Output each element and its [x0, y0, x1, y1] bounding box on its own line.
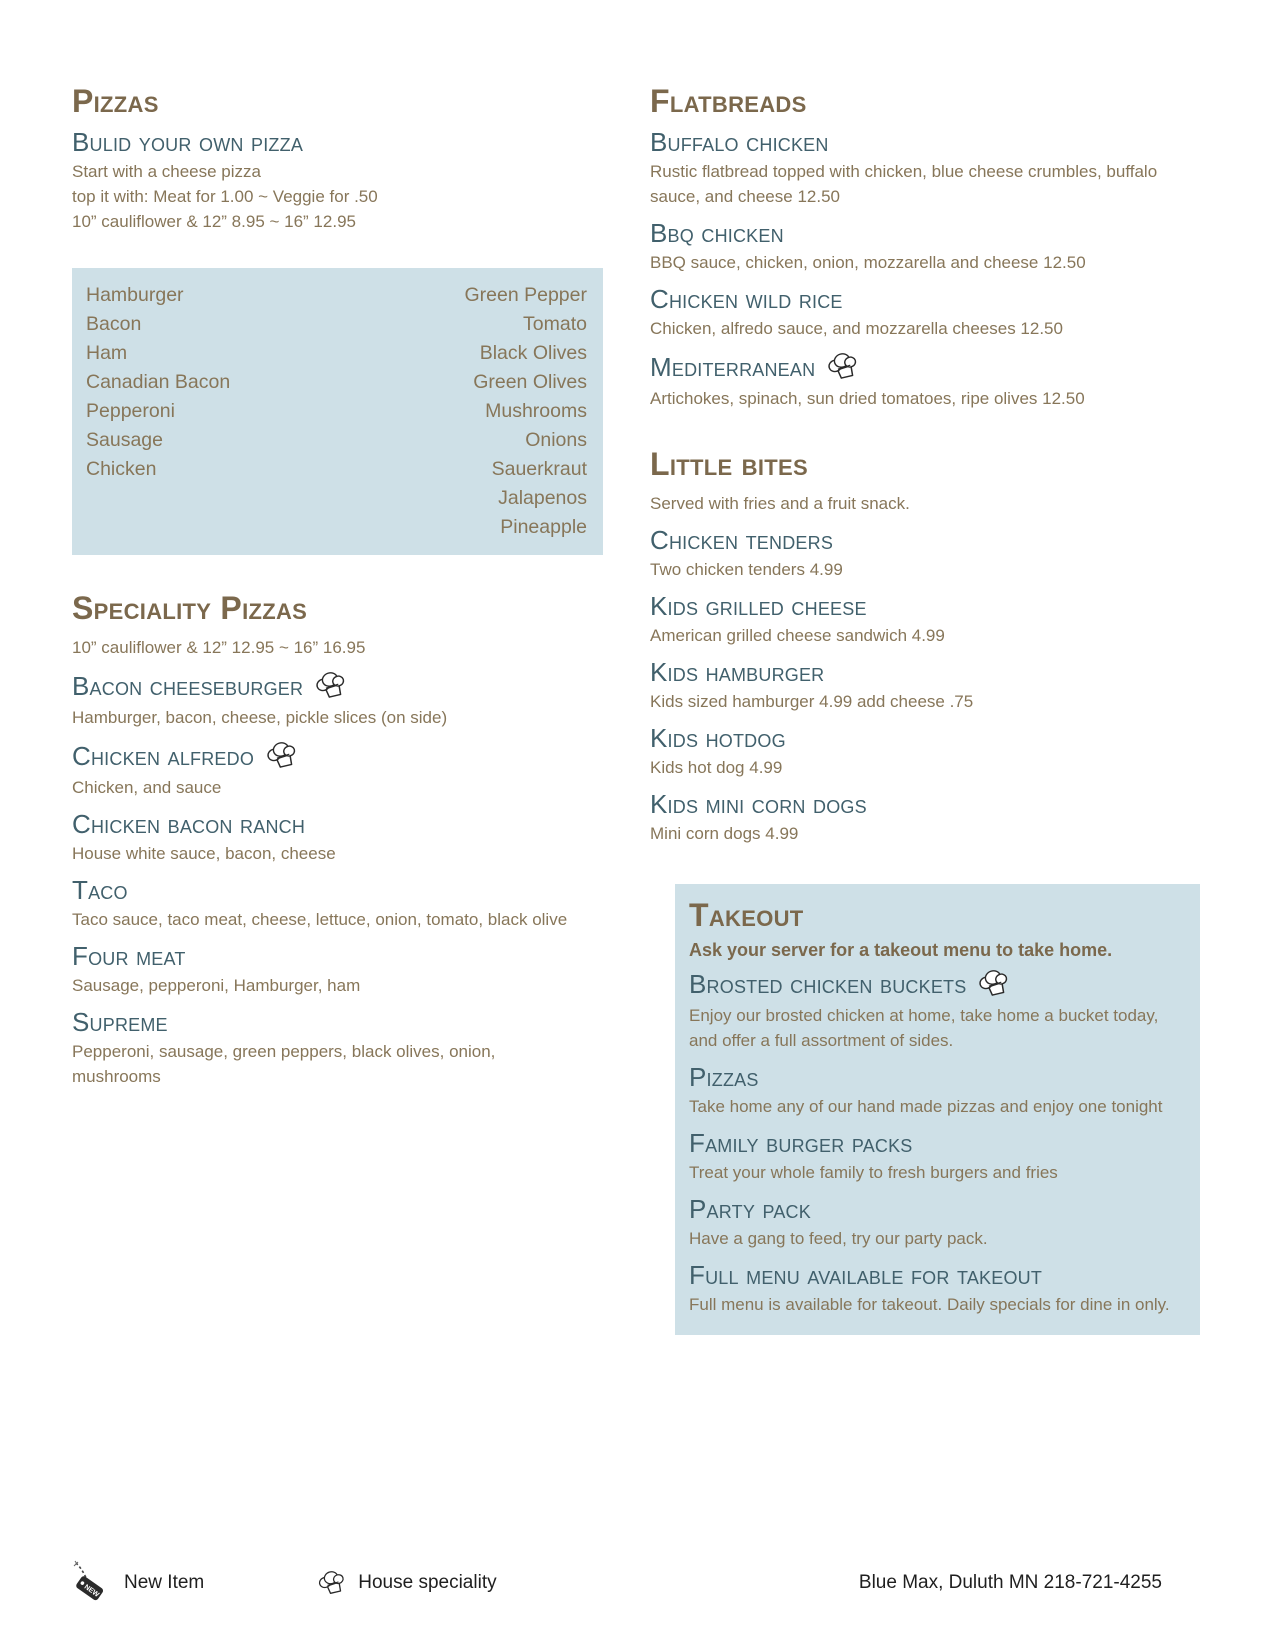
item-name: Full menu available for takeout [689, 1260, 1043, 1290]
item-desc: Kids sized hamburger 4.99 add cheese .75 [650, 692, 974, 711]
item-name: Pizzas [689, 1062, 759, 1092]
item-title [689, 968, 1180, 1000]
item-desc: Full menu is available for takeout. Daily specials for dine in only. [689, 1295, 1170, 1314]
chef-hat-icon [976, 968, 1012, 1000]
chef-hat-icon [264, 740, 300, 772]
section-title-flatbreads: Flatbreads [650, 83, 807, 119]
section-title-little-bites: Little bites [650, 446, 808, 482]
chef-hat-icon [825, 351, 861, 383]
item-title [650, 592, 1202, 620]
toppings-column-veggies [337, 281, 588, 545]
chef-hat-icon [313, 670, 349, 702]
item-title [72, 670, 603, 702]
item-name: Mediterranean [650, 352, 816, 382]
item-title [72, 876, 603, 904]
item-name: Kids mini corn dogs [650, 789, 867, 819]
item-name: Chicken alfredo [72, 741, 255, 771]
item-desc: Enjoy our brosted chicken at home, take home a bucket today, and offer a full assortment of sides. [689, 1006, 1159, 1050]
item-desc: Treat your whole family to fresh burgers and fries [689, 1163, 1058, 1182]
item-title [72, 1008, 603, 1036]
item-desc: Taco sauce, taco meat, cheese, lettuce, onion, tomato, black olive [72, 910, 568, 929]
item-desc: Take home any of our hand made pizzas and enjoy one tonight [689, 1097, 1163, 1116]
item-title [689, 1261, 1180, 1289]
topping-item: Hamburger [86, 284, 184, 306]
item-name: Chicken bacon ranch [72, 809, 306, 839]
build-your-own-line: 10” cauliflower & 12” 8.95 ~ 16” 12.95 [72, 212, 356, 231]
item-desc: House white sauce, bacon, cheese [72, 844, 336, 863]
topping-item: Tomato [523, 313, 587, 335]
item-desc: American grilled cheese sandwich 4.99 [650, 626, 945, 645]
item-title [650, 790, 1202, 818]
item-desc: Chicken, and sauce [72, 778, 222, 797]
item-desc: Two chicken tenders 4.99 [650, 560, 843, 579]
takeout-note: Ask your server for a takeout menu to take home. [689, 940, 1113, 960]
item-title [72, 942, 603, 970]
item-title [72, 810, 603, 838]
topping-item: Green Pepper [464, 284, 587, 306]
item-title [689, 1063, 1180, 1091]
item-name: Brosted chicken buckets [689, 969, 967, 999]
chef-hat-icon [316, 1569, 348, 1598]
topping-item: Jalapenos [498, 487, 587, 509]
item-title [650, 128, 1202, 156]
item-name: Family burger packs [689, 1128, 913, 1158]
item-title [689, 1195, 1180, 1223]
item-title [650, 219, 1202, 247]
item-desc: Chicken, alfredo sauce, and mozzarella cheeses 12.50 [650, 319, 1063, 338]
topping-item: Sausage [86, 429, 163, 451]
item-title [650, 526, 1202, 554]
item-title [650, 724, 1202, 752]
build-your-own-line: top it with: Meat for 1.00 ~ Veggie for .50 [72, 187, 378, 206]
item-desc: Hamburger, bacon, cheese, pickle slices (on side) [72, 708, 448, 727]
item-name: Chicken wild rice [650, 284, 843, 314]
topping-item: Ham [86, 342, 128, 364]
topping-item: Green Olives [473, 371, 587, 393]
item-title [650, 351, 1202, 383]
speciality-subtitle: 10” cauliflower & 12” 12.95 ~ 16” 16.95 [72, 638, 366, 657]
topping-item: Canadian Bacon [86, 371, 231, 393]
item-desc: Artichokes, spinach, sun dried tomatoes, ripe olives 12.50 [650, 389, 1085, 408]
item-desc: Kids hot dog 4.99 [650, 758, 783, 777]
item-desc: Have a gang to feed, try our party pack. [689, 1229, 988, 1248]
item-title [72, 740, 603, 772]
item-name: Kids hamburger [650, 657, 825, 687]
section-title-pizzas: Pizzas [72, 83, 159, 119]
toppings-box [72, 268, 603, 555]
new-tag-icon [72, 1559, 118, 1603]
item-name: Bacon cheeseburger [72, 671, 304, 701]
topping-item: Bacon [86, 313, 142, 335]
little-bites-note: Served with fries and a fruit snack. [650, 494, 910, 513]
item-name: Buffalo chicken [650, 127, 829, 157]
topping-item: Black Olives [479, 342, 587, 364]
topping-item: Pineapple [500, 516, 587, 538]
takeout-box [675, 884, 1200, 1335]
toppings-column-meats [86, 281, 337, 545]
item-name: Kids hotdog [650, 723, 786, 753]
footer-legend [72, 1560, 1162, 1606]
topping-item: Onions [525, 429, 587, 451]
item-desc: Rustic flatbread topped with chicken, blue cheese crumbles, buffalo sauce, and cheese 12.50 [650, 162, 1158, 206]
item-title [689, 1129, 1180, 1157]
house-speciality-label: House speciality [358, 1572, 497, 1593]
item-title-build-your-own: Bulid your own pizza [72, 127, 304, 157]
item-name: Bbq chicken [650, 218, 784, 248]
restaurant-info: Blue Max, Duluth MN 218-721-4255 [858, 1572, 1162, 1593]
item-title [650, 285, 1202, 313]
item-name: Supreme [72, 1007, 168, 1037]
topping-item: Chicken [86, 458, 157, 480]
item-desc: Mini corn dogs 4.99 [650, 824, 799, 843]
left-column [72, 84, 603, 1089]
item-name: Four meat [72, 941, 186, 971]
item-name: Taco [72, 875, 128, 905]
right-column [650, 84, 1202, 1335]
item-title [650, 658, 1202, 686]
item-desc: Pepperoni, sausage, green peppers, black olives, onion, mushrooms [72, 1042, 496, 1086]
item-name: Chicken tenders [650, 525, 834, 555]
section-title-speciality-pizzas: Speciality Pizzas [72, 590, 308, 626]
item-name: Kids grilled cheese [650, 591, 867, 621]
build-your-own-line: Start with a cheese pizza [72, 162, 261, 181]
topping-item: Pepperoni [86, 400, 175, 422]
new-item-label: New Item [124, 1572, 205, 1593]
item-desc: BBQ sauce, chicken, onion, mozzarella and cheese 12.50 [650, 253, 1086, 272]
topping-item: Sauerkraut [491, 458, 587, 480]
item-desc: Sausage, pepperoni, Hamburger, ham [72, 976, 361, 995]
topping-item: Mushrooms [485, 400, 587, 422]
item-name: Party pack [689, 1194, 811, 1224]
section-title-takeout: Takeout [689, 897, 804, 933]
